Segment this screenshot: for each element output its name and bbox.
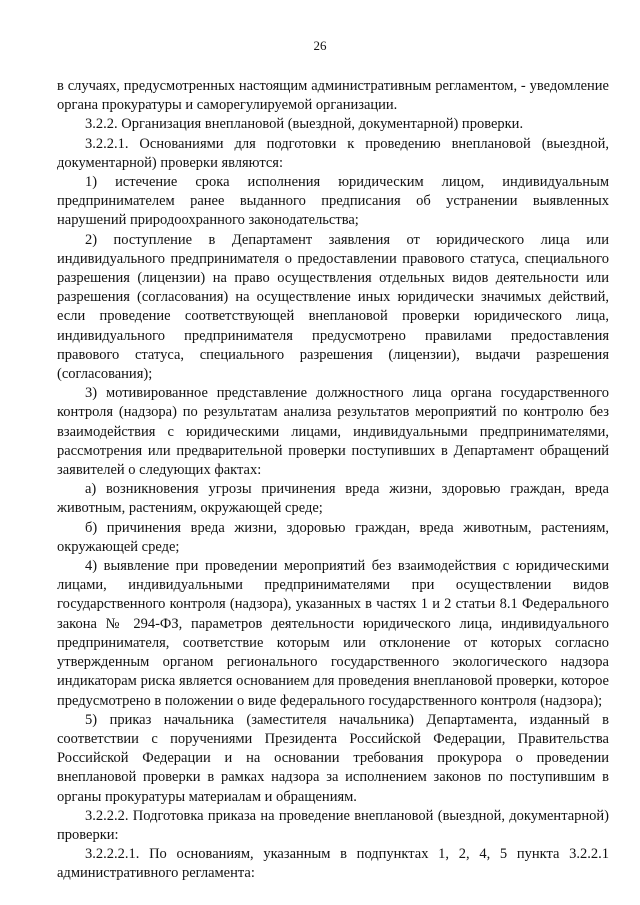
paragraph: в случаях, предусмотренных настоящим административным регламентом, - уведомление органа прокуратуры и саморегулируемой организации. (57, 78, 609, 114)
paragraph: 4) выявление при проведении мероприятий без взаимодействия с юридическими лицами, индивидуальными предпринимателями при осуществлении видов государственного контроля (надзора), указанных в частях 1 и 2 статьи 8.1 Федерального закона № 294-ФЗ, параметров деятельности юридического лица, индивидуального предпринимателя, соответствие которым или отклонение от которых согласно утвержденным органом регионального государственного экологического надзора индикаторам риска является основанием для проведения внеплановой проверки, которое предусмотрено в положении о виде федерального государственного контроля (надзора); (57, 558, 609, 709)
paragraph: 3.2.2.1. Основаниями для подготовки к проведению внеплановой (выездной, документарной) проверки являются: (57, 135, 609, 171)
paragraph: 3.2.2. Организация внеплановой (выездной, документарной) проверки. (85, 116, 524, 133)
paragraph: 1) истечение срока исполнения юридическим лицом, индивидуальным предпринимателем ранее выданного предписания об устранении выявленных нарушений природоохранного законодательства; (57, 174, 609, 229)
paragraph: а) возникновения угрозы причинения вреда жизни, здоровью граждан, вреда животным, растениям, окружающей среде; (57, 481, 609, 517)
paragraph: 2) поступление в Департамент заявления от юридического лица или индивидуального предпринимателя о предоставлении правового статуса, специального разрешения (лицензии) на право осуществления отдельных видов деятельности или разрешения (согласования) на осуществление иных юридически значимых действий, если проведение соответствующей внеплановой проверки юридического лица, индивидуального предпринимателя предусмотрено правилами предоставления правового статуса, специального разрешения (лицензии), выдачи разрешения (согласования); (57, 231, 609, 383)
page-number: 26 (313, 38, 327, 53)
document-body (57, 77, 609, 884)
paragraph: 5) приказ начальника (заместителя начальника) Департамента, изданный в соответствии с поручениями Президента Российской Федерации, Правительства Российской Федерации и на основании требования прокурора о проведении внеплановой проверки в рамках надзора за исполнением законов по поступившим в органы прокуратуры материалам и обращениям. (57, 711, 609, 805)
paragraph: 3.2.2.2. Подготовка приказа на проведение внеплановой (выездной, документарной) проверки: (57, 807, 609, 843)
paragraph: 3) мотивированное представление должностного лица органа государственного контроля (надзора) по результатам анализа результатов мероприятий по контролю без взаимодействия с юридическими лицами, индивидуальными предпринимателями, рассмотрения или предварительной проверки поступивших в Департамент обращений заявителей о следующих фактах: (57, 385, 609, 479)
paragraph: 3.2.2.2.1. По основаниям, указанным в подпунктах 1, 2, 4, 5 пункта 3.2.2.1 административного регламента: (57, 846, 609, 882)
paragraph: б) причинения вреда жизни, здоровью граждан, вреда животным, растениям, окружающей среде; (57, 519, 609, 555)
